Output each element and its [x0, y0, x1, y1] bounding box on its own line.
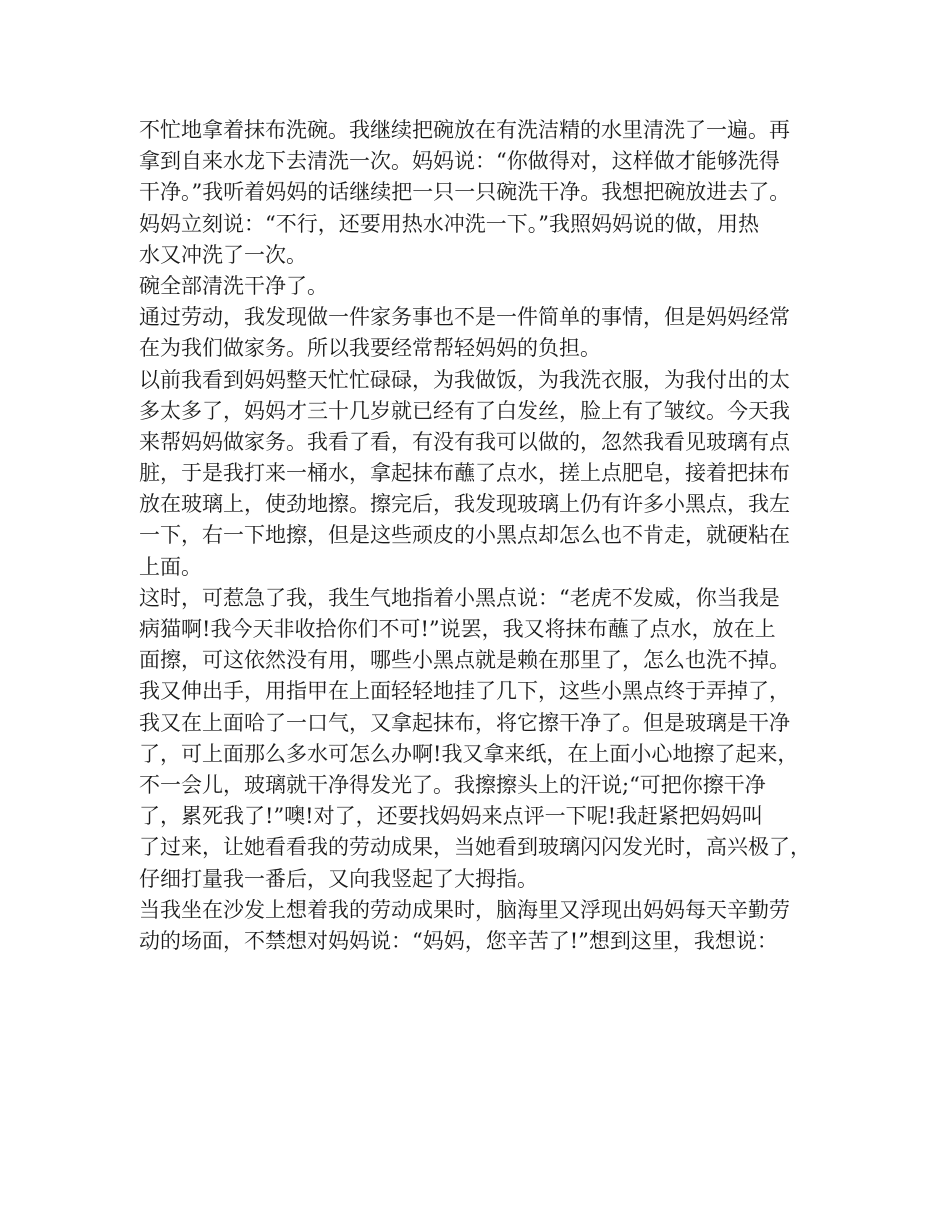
- text-line: 当我坐在沙发上想着我的劳动成果时，脑海里又浮现出妈妈每天辛勤劳: [139, 897, 790, 922]
- text-line: 病猫啊!我今天非收拾你们不可!”说罢，我又将抹布蘸了点水，放在上: [139, 617, 776, 641]
- text-line: 了，累死我了!”噢!对了，还要找妈妈来点评一下呢!我赶紧把妈妈叫: [139, 804, 764, 829]
- text-line: 了，可上面那么多水可怎么办啊!我又拿来纸，在上面小心地擦了起来，: [139, 741, 799, 766]
- text-line: 碗全部清洗干净了。: [139, 273, 328, 298]
- text-line: 我又伸出手，用指甲在上面轻轻地挂了几下，这些小黑点终于弄掉了，: [139, 679, 790, 704]
- text-line: 不一会儿，玻璃就干净得发光了。我擦擦头上的汗说;“可把你擦干净: [139, 772, 766, 797]
- text-line: 以前我看到妈妈整天忙忙碌碌，为我做饭，为我洗衣服，为我付出的太: [139, 367, 790, 392]
- text-line: 放在玻璃上，使劲地擦。擦完后，我发现玻璃上仍有许多小黑点，我左: [139, 492, 790, 517]
- text-line: 上面。: [139, 554, 202, 579]
- text-line: 我又在上面哈了一口气，又拿起抹布，将它擦干净了。但是玻璃是干净: [139, 710, 790, 735]
- text-line: 水又冲洗了一次。: [139, 242, 307, 267]
- text-line: 一下，右一下地擦，但是这些顽皮的小黑点却怎么也不肯走，就硬粘在: [139, 523, 790, 548]
- text-line: 这时，可惹急了我，我生气地指着小黑点说：“老虎不发威，你当我是: [139, 585, 780, 610]
- text-line: 了过来，让她看看我的劳动成果，当她看到玻璃闪闪发光时，高兴极了，: [139, 835, 811, 860]
- essay-text: [139, 115, 829, 957]
- text-line: 干净。”我听着妈妈的话继续把一只一只碗洗干净。我想把碗放进去了。: [139, 180, 791, 205]
- text-line: 通过劳动，我发现做一件家务事也不是一件简单的事情，但是妈妈经常: [139, 305, 790, 330]
- text-line: 多太多了，妈妈才三十几岁就已经有了白发丝，脸上有了皱纹。今天我: [139, 398, 790, 423]
- text-line: 不忙地拿着抹布洗碗。我继续把碗放在有洗洁精的水里清洗了一遍。再: [139, 118, 790, 142]
- text-line: 来帮妈妈做家务。我看了看，有没有我可以做的，忽然我看见玻璃有点: [139, 429, 790, 454]
- text-line: 仔细打量我一番后，又向我竖起了大拇指。: [139, 866, 538, 891]
- text-line: 妈妈立刻说：“不行，还要用热水冲洗一下。”我照妈妈说的做，用热: [139, 211, 759, 236]
- text-line: 拿到自来水龙下去清洗一次。妈妈说：“你做得对，这样做才能够洗得: [139, 149, 780, 174]
- text-line: 动的场面，不禁想对妈妈说：“妈妈，您辛苦了!”想到这里，我想说：: [139, 928, 778, 953]
- text-line: 面擦，可这依然没有用，哪些小黑点就是赖在那里了，怎么也洗不掉。: [139, 648, 790, 673]
- text-line: 脏，于是我打来一桶水，拿起抹布蘸了点水，搓上点肥皂，接着把抹布: [139, 461, 790, 486]
- text-line: 在为我们做家务。所以我要经常帮轻妈妈的负担。: [139, 336, 601, 361]
